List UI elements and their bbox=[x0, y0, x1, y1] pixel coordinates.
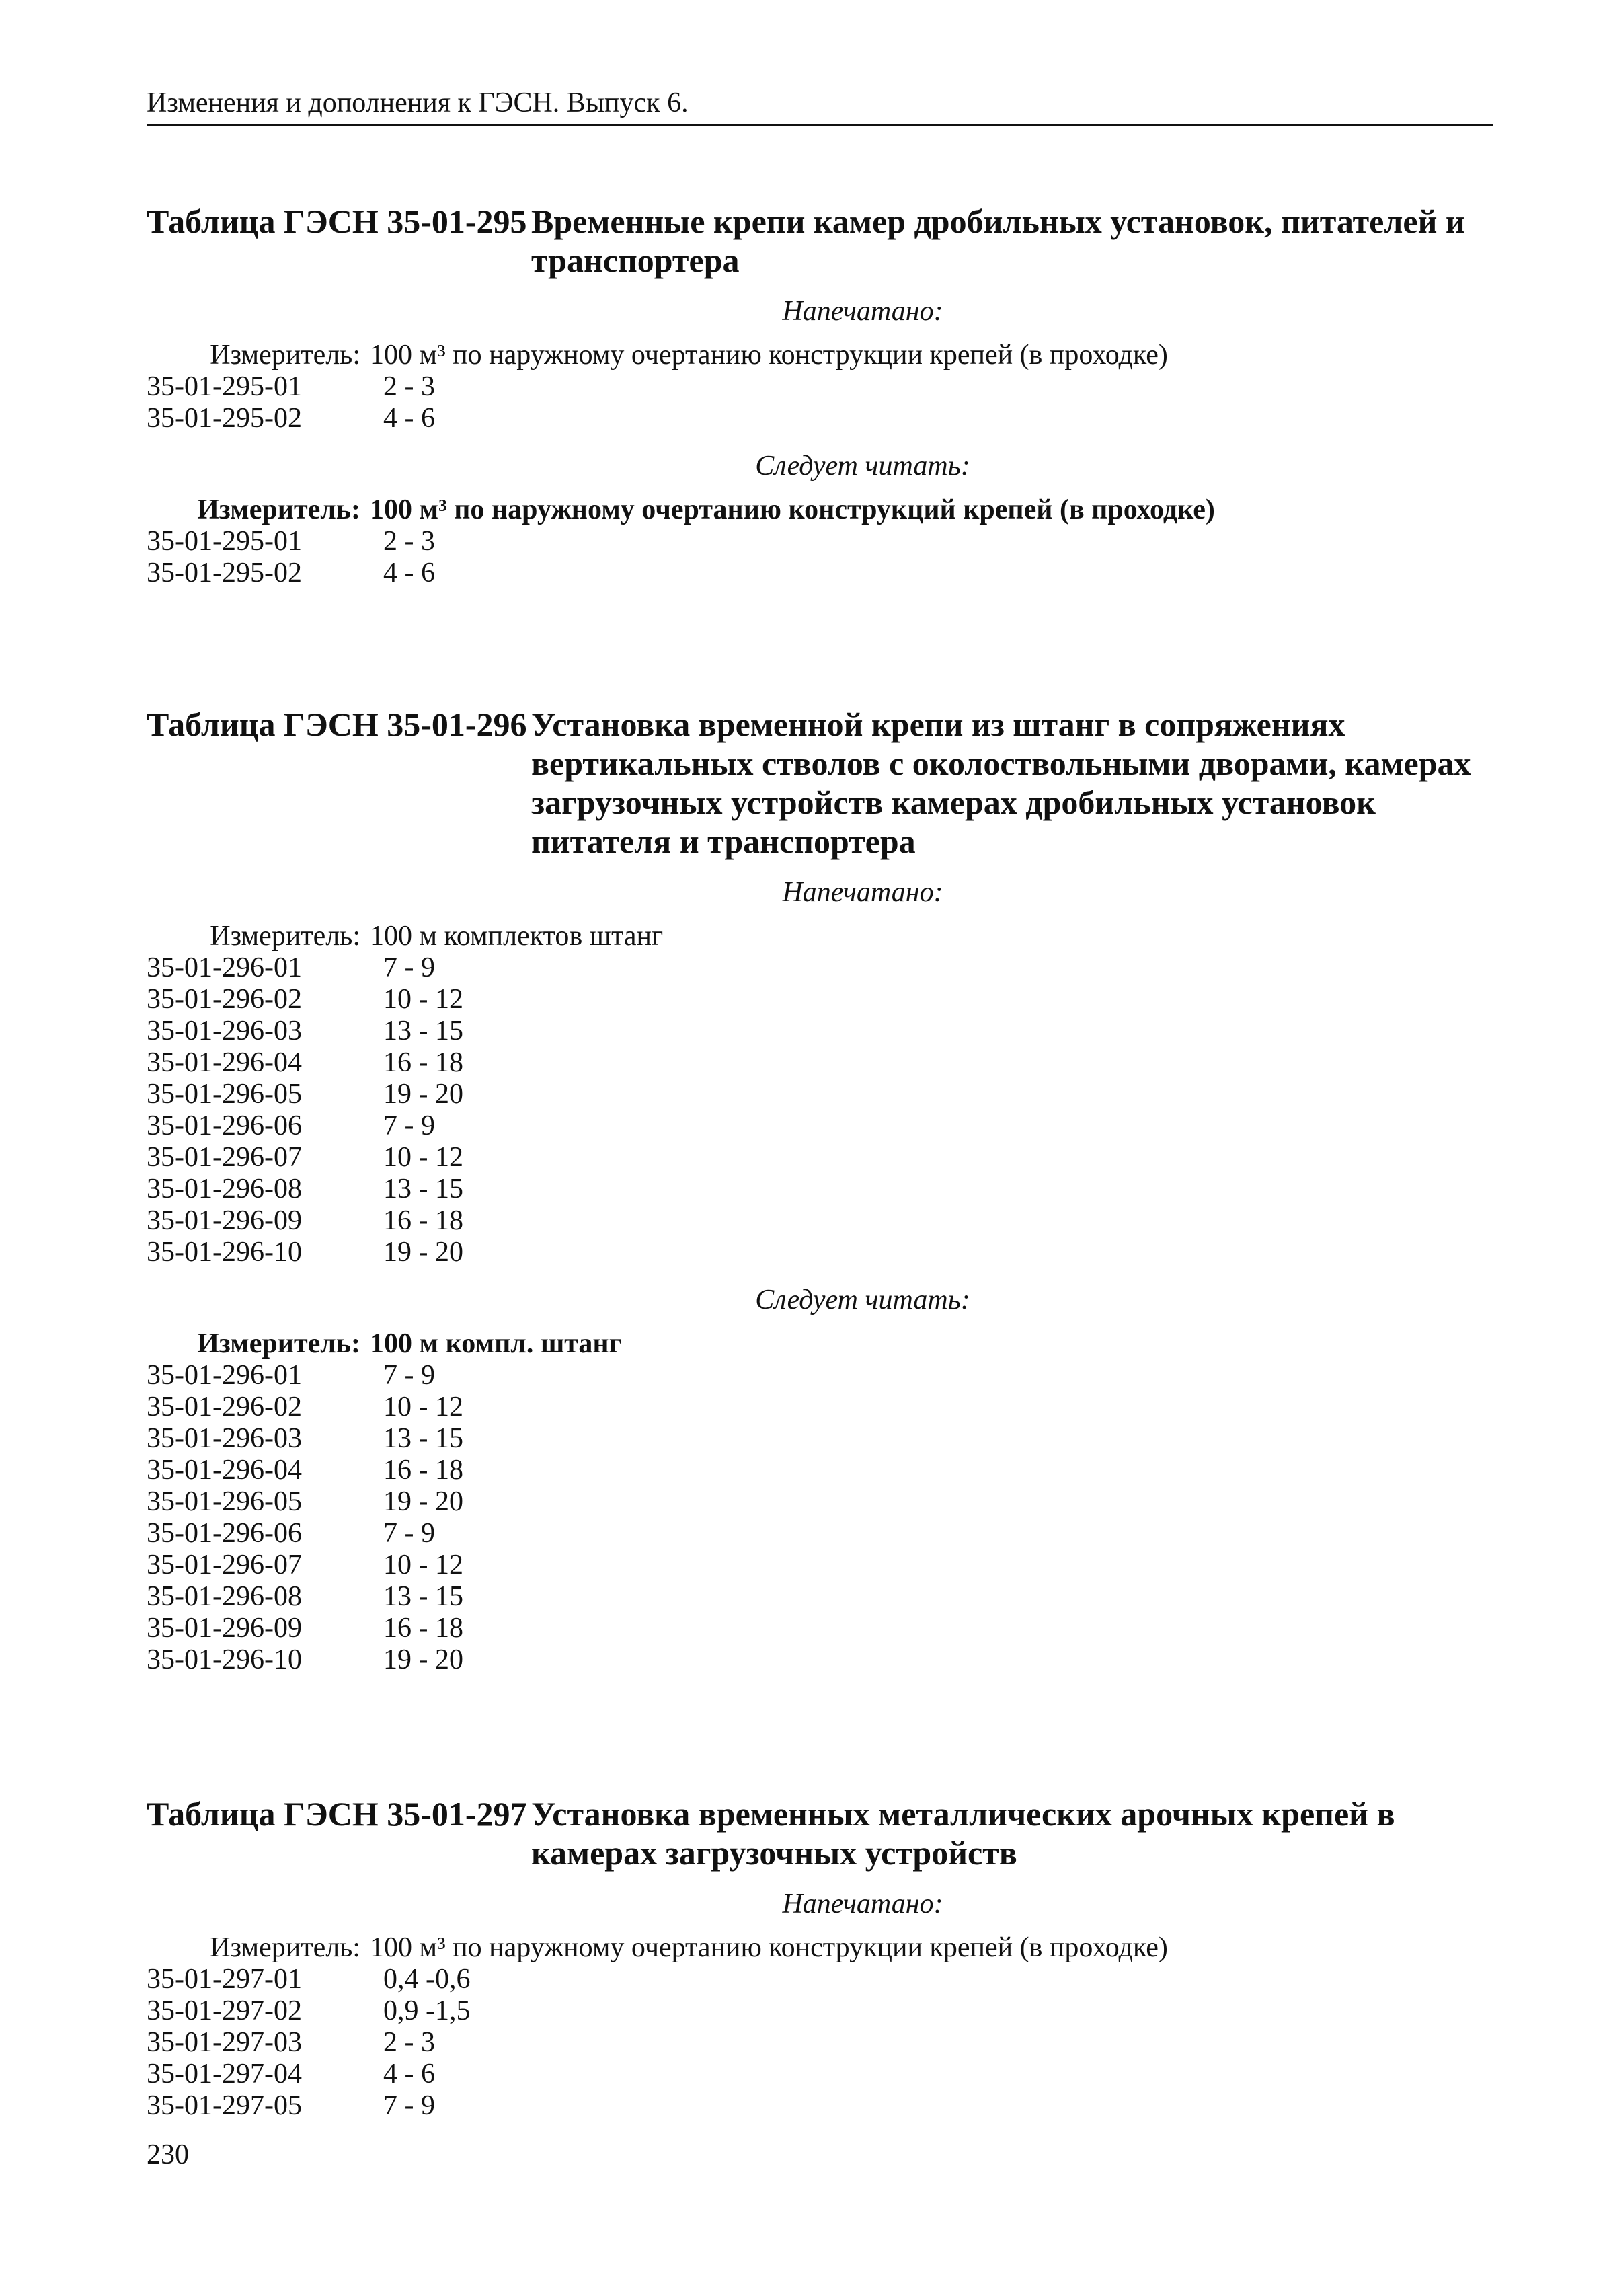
table-row bbox=[147, 1581, 1498, 1613]
measure-value: 100 м комплектов штанг bbox=[370, 921, 664, 952]
row-code: 35-01-295-01 bbox=[147, 371, 302, 402]
table-row bbox=[147, 1455, 1498, 1486]
row-range: 4 - 6 bbox=[383, 2059, 435, 2090]
subhead-printed: Напечатано: bbox=[782, 1888, 943, 1919]
row-code: 35-01-296-07 bbox=[147, 1549, 302, 1580]
measure-label: Измеритель: bbox=[197, 494, 360, 525]
measure-line bbox=[147, 494, 1498, 526]
row-code: 35-01-296-08 bbox=[147, 1174, 302, 1204]
row-code: 35-01-296-08 bbox=[147, 1581, 302, 1612]
table-row bbox=[147, 2090, 1498, 2122]
table-row bbox=[147, 1110, 1498, 1142]
measure-label: Измеритель: bbox=[197, 1328, 360, 1359]
measure-line bbox=[147, 339, 1498, 371]
row-code: 35-01-296-09 bbox=[147, 1205, 302, 1236]
row-code: 35-01-296-06 bbox=[147, 1110, 302, 1141]
table-row bbox=[147, 1995, 1498, 2027]
table-row bbox=[147, 1047, 1498, 1079]
row-range: 13 - 15 bbox=[383, 1016, 463, 1046]
table-section-296 bbox=[147, 705, 1498, 1676]
measure-value: 100 м³ по наружному очертанию конструкции крепей (в проходке) bbox=[370, 340, 1168, 371]
row-code: 35-01-296-02 bbox=[147, 984, 302, 1015]
table-row bbox=[147, 558, 1498, 589]
page-number: 230 bbox=[147, 2139, 189, 2170]
subhead-printed: Напечатано: bbox=[782, 877, 943, 908]
table-title-prefix: Таблица ГЭСН 35-01-297 bbox=[147, 1795, 527, 1833]
row-range: 19 - 20 bbox=[383, 1079, 463, 1110]
row-range: 10 - 12 bbox=[383, 1391, 463, 1422]
table-row bbox=[147, 952, 1498, 984]
table-row bbox=[147, 1613, 1498, 1644]
row-code: 35-01-296-07 bbox=[147, 1142, 302, 1173]
table-row bbox=[147, 1549, 1498, 1581]
table-row bbox=[147, 1205, 1498, 1237]
row-code: 35-01-296-10 bbox=[147, 1237, 302, 1268]
row-code: 35-01-295-01 bbox=[147, 526, 302, 557]
row-code: 35-01-296-05 bbox=[147, 1486, 302, 1517]
subhead-printed: Напечатано: bbox=[782, 296, 943, 327]
row-range: 0,9 -1,5 bbox=[383, 1995, 471, 2026]
table-row bbox=[147, 1644, 1498, 1676]
table-row bbox=[147, 1142, 1498, 1174]
row-code: 35-01-295-02 bbox=[147, 403, 302, 434]
row-range: 10 - 12 bbox=[383, 1142, 463, 1173]
table-title-prefix: Таблица ГЭСН 35-01-296 bbox=[147, 705, 527, 743]
table-section-297 bbox=[147, 1794, 1498, 2122]
row-code: 35-01-297-03 bbox=[147, 2027, 302, 2058]
row-range: 19 - 20 bbox=[383, 1644, 463, 1675]
row-code: 35-01-296-01 bbox=[147, 952, 302, 983]
measure-label: Измеритель: bbox=[210, 1932, 360, 1963]
row-code: 35-01-296-06 bbox=[147, 1518, 302, 1549]
row-code: 35-01-296-10 bbox=[147, 1644, 302, 1675]
row-range: 2 - 3 bbox=[383, 526, 435, 557]
row-range: 16 - 18 bbox=[383, 1455, 463, 1486]
table-row bbox=[147, 2027, 1498, 2059]
table-row bbox=[147, 403, 1498, 434]
row-range: 7 - 9 bbox=[383, 2090, 435, 2121]
table-row bbox=[147, 1518, 1498, 1549]
page-header bbox=[147, 86, 1493, 126]
measure-value: 100 м³ по наружному очертанию конструкции крепей (в проходке) bbox=[370, 1932, 1168, 1963]
row-code: 35-01-296-04 bbox=[147, 1455, 302, 1486]
table-row bbox=[147, 526, 1498, 558]
row-range: 13 - 15 bbox=[383, 1581, 463, 1612]
table-row bbox=[147, 1964, 1498, 1995]
table-title bbox=[147, 202, 1498, 280]
table-title-text: Установка временных металлических арочных крепей в камерах загрузочных устройств bbox=[531, 1795, 1395, 1872]
table-title-prefix: Таблица ГЭСН 35-01-295 bbox=[147, 202, 527, 240]
row-range: 7 - 9 bbox=[383, 952, 435, 983]
row-range: 4 - 6 bbox=[383, 403, 435, 434]
measure-label: Измеритель: bbox=[210, 921, 360, 952]
table-row bbox=[147, 1079, 1498, 1110]
row-range: 13 - 15 bbox=[383, 1174, 463, 1204]
row-code: 35-01-295-02 bbox=[147, 558, 302, 588]
row-code: 35-01-296-04 bbox=[147, 1047, 302, 1078]
row-range: 4 - 6 bbox=[383, 558, 435, 588]
measure-value: 100 м компл. штанг bbox=[370, 1328, 622, 1359]
row-range: 19 - 20 bbox=[383, 1486, 463, 1517]
row-range: 7 - 9 bbox=[383, 1360, 435, 1391]
measure-line bbox=[147, 1328, 1498, 1360]
table-title bbox=[147, 705, 1498, 861]
row-range: 2 - 3 bbox=[383, 371, 435, 402]
row-range: 10 - 12 bbox=[383, 1549, 463, 1580]
measure-line bbox=[147, 920, 1498, 952]
measure-line bbox=[147, 1931, 1498, 1964]
row-code: 35-01-296-03 bbox=[147, 1423, 302, 1454]
table-row bbox=[147, 1486, 1498, 1518]
row-code: 35-01-296-09 bbox=[147, 1613, 302, 1644]
table-section-295 bbox=[147, 202, 1498, 589]
row-code: 35-01-296-03 bbox=[147, 1016, 302, 1046]
table-title bbox=[147, 1794, 1498, 1872]
subhead-should-read: Следует читать: bbox=[755, 451, 970, 482]
row-range: 0,4 -0,6 bbox=[383, 1964, 471, 1995]
table-row bbox=[147, 1016, 1498, 1047]
row-range: 13 - 15 bbox=[383, 1423, 463, 1454]
measure-label: Измеритель: bbox=[210, 340, 360, 371]
row-range: 16 - 18 bbox=[383, 1205, 463, 1236]
table-row bbox=[147, 1423, 1498, 1455]
row-range: 7 - 9 bbox=[383, 1518, 435, 1549]
table-row bbox=[147, 1360, 1498, 1391]
subhead-should-read: Следует читать: bbox=[755, 1285, 970, 1315]
row-range: 2 - 3 bbox=[383, 2027, 435, 2058]
table-row bbox=[147, 1237, 1498, 1268]
table-row bbox=[147, 1174, 1498, 1205]
row-code: 35-01-296-05 bbox=[147, 1079, 302, 1110]
row-range: 19 - 20 bbox=[383, 1237, 463, 1268]
row-code: 35-01-297-01 bbox=[147, 1964, 302, 1995]
table-row bbox=[147, 371, 1498, 403]
row-code: 35-01-297-02 bbox=[147, 1995, 302, 2026]
row-code: 35-01-297-04 bbox=[147, 2059, 302, 2090]
header-text: Изменения и дополнения к ГЭСН. Выпуск 6. bbox=[147, 87, 689, 118]
table-title-text: Установка временной крепи из штанг в сопряжениях вертикальных стволов с околоствольными дворами, камерах загрузочных устройств камерах дробильных установок питателя и транспортера bbox=[531, 705, 1471, 860]
measure-value: 100 м³ по наружному очертанию конструкций крепей (в проходке) bbox=[370, 494, 1215, 525]
row-range: 7 - 9 bbox=[383, 1110, 435, 1141]
row-code: 35-01-296-01 bbox=[147, 1360, 302, 1391]
row-range: 16 - 18 bbox=[383, 1613, 463, 1644]
row-code: 35-01-297-05 bbox=[147, 2090, 302, 2121]
table-row bbox=[147, 984, 1498, 1016]
table-row bbox=[147, 2059, 1498, 2090]
row-range: 10 - 12 bbox=[383, 984, 463, 1015]
table-row bbox=[147, 1391, 1498, 1423]
row-range: 16 - 18 bbox=[383, 1047, 463, 1078]
row-code: 35-01-296-02 bbox=[147, 1391, 302, 1422]
table-title-text: Временные крепи камер дробильных установок, питателей и транспортера bbox=[531, 202, 1465, 279]
